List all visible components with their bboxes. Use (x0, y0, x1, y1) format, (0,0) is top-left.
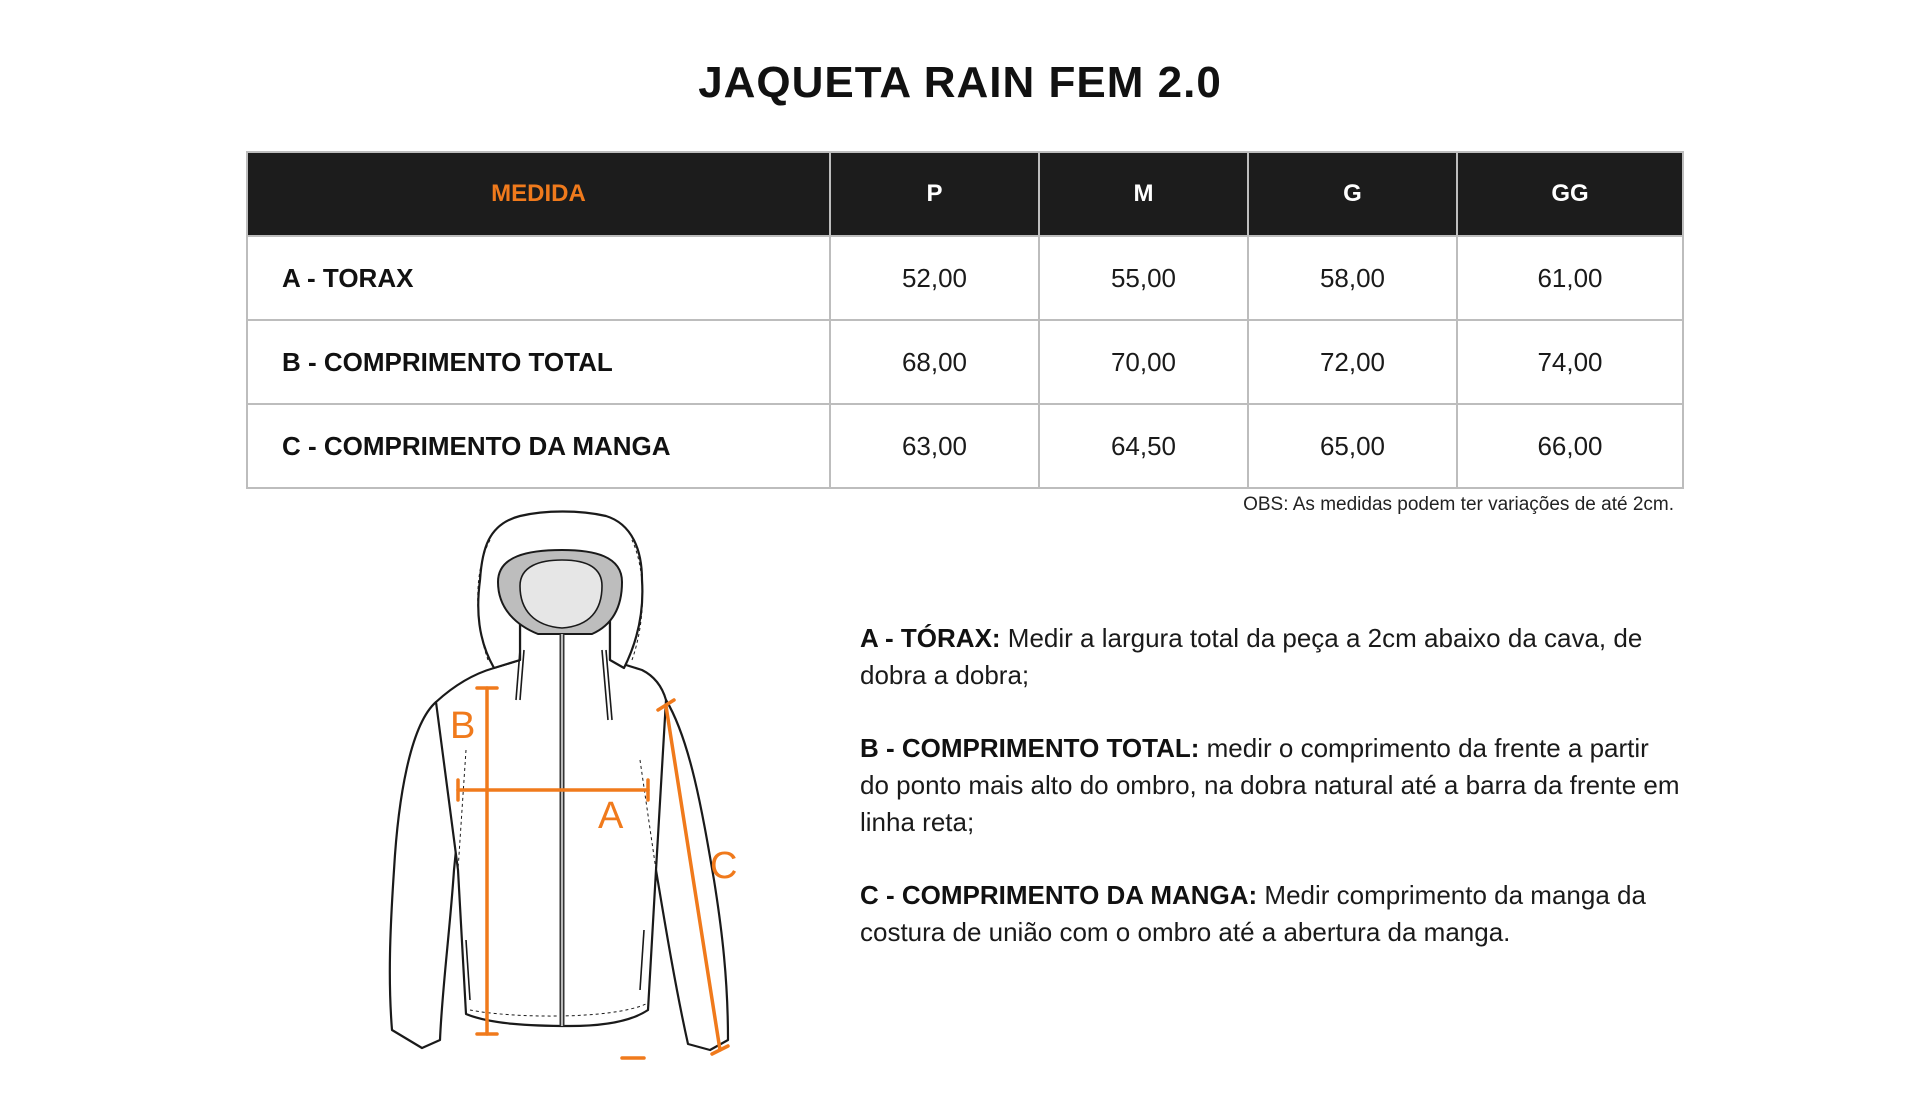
table-cell: 58,00 (1248, 236, 1457, 320)
measurement-note: OBS: As medidas podem ter variações de até 2cm. (1243, 494, 1674, 515)
table-cell: 74,00 (1457, 320, 1683, 404)
page-title: JAQUETA RAIN FEM 2.0 (698, 58, 1222, 107)
description-a (860, 620, 1680, 694)
description-term: B - COMPRIMENTO TOTAL: (860, 733, 1200, 763)
table-cell: 63,00 (830, 404, 1039, 488)
table-cell: 68,00 (830, 320, 1039, 404)
face-shape (520, 560, 602, 628)
description-text: Medir a largura total da peça a 2cm abaixo da cava, de dobra a dobra; (860, 623, 1643, 690)
header-size-m: M (1039, 152, 1248, 236)
description-term: A - TÓRAX: (860, 623, 1001, 653)
measurement-descriptions (860, 620, 1680, 987)
table-cell: 65,00 (1248, 404, 1457, 488)
description-text: medir o comprimento da frente a partir do ponto mais alto do ombro, na dobra natural até a barra da frente em linha reta; (860, 733, 1680, 837)
table-cell: 52,00 (830, 236, 1039, 320)
table-cell: 64,50 (1039, 404, 1248, 488)
table-cell: 61,00 (1457, 236, 1683, 320)
table-cell: 70,00 (1039, 320, 1248, 404)
label-a: A (598, 795, 624, 837)
table-cell: 72,00 (1248, 320, 1457, 404)
jacket-diagram (370, 510, 770, 1070)
table-cell: 66,00 (1457, 404, 1683, 488)
description-b (860, 730, 1680, 841)
table-cell: 55,00 (1039, 236, 1248, 320)
header-measure: MEDIDA (247, 152, 830, 236)
label-c: C (710, 845, 738, 887)
header-size-p: P (830, 152, 1039, 236)
row-label: A - TORAX (247, 236, 830, 320)
label-b: B (450, 705, 476, 747)
description-text: Medir comprimento da manga da costura de união com o ombro até a abertura da manga. (860, 880, 1646, 947)
description-term: C - COMPRIMENTO DA MANGA: (860, 880, 1258, 910)
table-row (247, 320, 1683, 404)
description-c (860, 877, 1680, 951)
header-size-g: G (1248, 152, 1457, 236)
size-table (246, 151, 1684, 489)
table-row (247, 404, 1683, 488)
header-size-gg: GG (1457, 152, 1683, 236)
row-label: C - COMPRIMENTO DA MANGA (247, 404, 830, 488)
table-row (247, 236, 1683, 320)
row-label: B - COMPRIMENTO TOTAL (247, 320, 830, 404)
table-header-row (247, 152, 1683, 236)
